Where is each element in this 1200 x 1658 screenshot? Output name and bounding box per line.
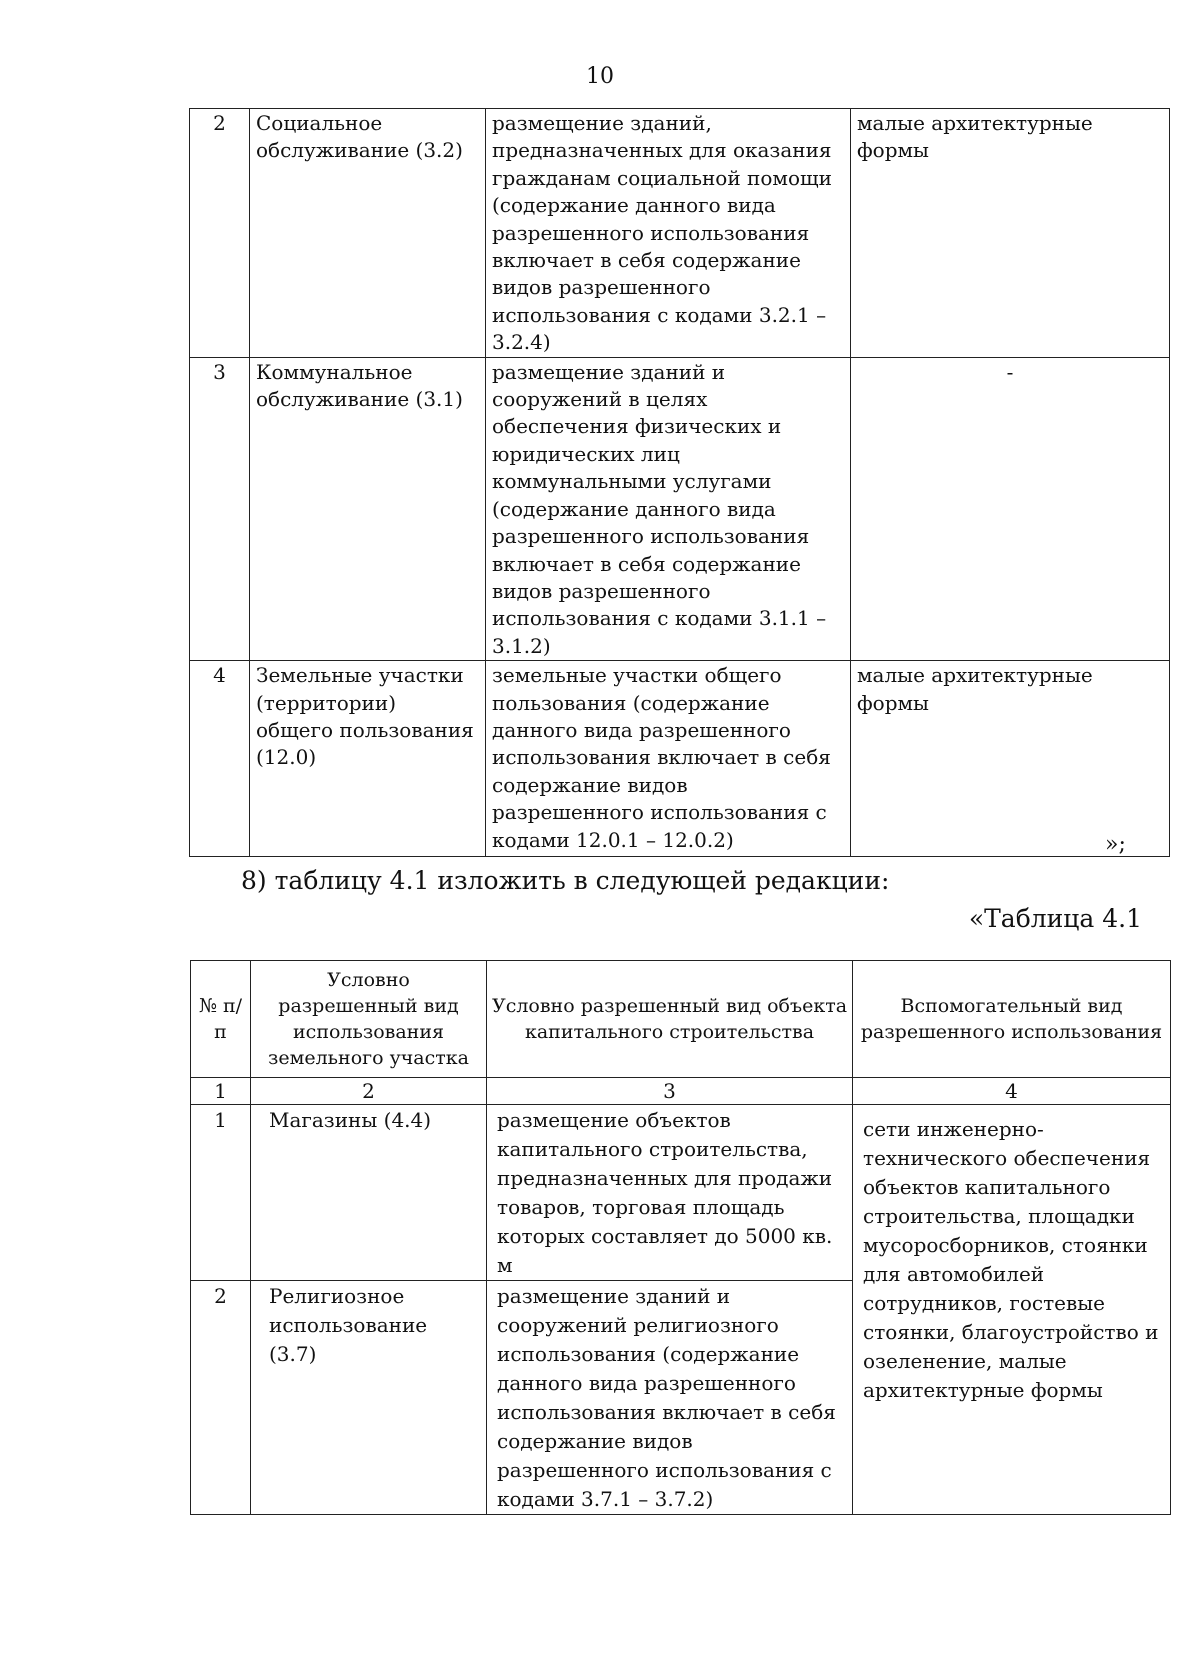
auxiliary-use: малые архитектурные формы bbox=[851, 661, 1170, 857]
row-number: 2 bbox=[190, 109, 250, 358]
column-number: 4 bbox=[853, 1078, 1171, 1105]
land-use-table-continuation bbox=[189, 108, 1170, 857]
table-row bbox=[190, 357, 1170, 660]
column-header: Условно разрешенный вид использования земельного участка bbox=[251, 961, 487, 1078]
land-use-type: Земельные участки (территории) общего пользования (12.0) bbox=[250, 661, 486, 857]
table-header-row bbox=[191, 961, 1171, 1078]
use-description: размещение зданий и сооружений религиозного использования (содержание данного вида разрешенного использования включает в себя содержание видов разрешенного использования с кодами 3.7.1 – 3.7.2) bbox=[487, 1281, 853, 1515]
table-caption: «Таблица 4.1 bbox=[968, 904, 1142, 933]
column-number: 2 bbox=[251, 1078, 487, 1105]
land-use-type: Социальное обслуживание (3.2) bbox=[250, 109, 486, 358]
table-row bbox=[191, 1105, 1171, 1281]
column-number-row bbox=[191, 1078, 1171, 1105]
table-row bbox=[190, 109, 1170, 358]
land-use-type: Религиозное использование (3.7) bbox=[251, 1281, 487, 1515]
use-description: размещение зданий и сооружений в целях обеспечения физических и юридических лиц коммунальными услугами (содержание данного вида разрешенного использования включает в себя содержание видов разрешенного использования с кодами 3.1.1 – 3.1.2) bbox=[486, 357, 851, 660]
row-number: 4 bbox=[190, 661, 250, 857]
use-description: земельные участки общего пользования (содержание данного вида разрешенного использования включает в себя содержание видов разрешенного использования с кодами 12.0.1 – 12.0.2) bbox=[486, 661, 851, 857]
land-use-type: Коммунальное обслуживание (3.1) bbox=[250, 357, 486, 660]
table-4-1 bbox=[190, 960, 1171, 1515]
row-number: 3 bbox=[190, 357, 250, 660]
table-row bbox=[190, 661, 1170, 857]
column-number: 3 bbox=[487, 1078, 853, 1105]
page-number: 10 bbox=[586, 64, 614, 89]
use-description: размещение зданий, предназначенных для оказания гражданам социальной помощи (содержание данного вида разрешенного использования включает в себя содержание видов разрешенного использования с кодами 3.2.1 – 3.2.4) bbox=[486, 109, 851, 358]
column-number: 1 bbox=[191, 1078, 251, 1105]
row-number: 1 bbox=[191, 1105, 251, 1281]
closing-quote: »; bbox=[1105, 832, 1126, 857]
row-number: 2 bbox=[191, 1281, 251, 1515]
land-use-type: Магазины (4.4) bbox=[251, 1105, 487, 1281]
auxiliary-use: малые архитектурные формы bbox=[851, 109, 1170, 358]
column-header: № п/п bbox=[191, 961, 251, 1078]
use-description: размещение объектов капитального строительства, предназначенных для продажи товаров, торговая площадь которых составляет до 5000 кв. м bbox=[487, 1105, 853, 1281]
amendment-instruction: 8) таблицу 4.1 изложить в следующей редакции: bbox=[241, 866, 890, 895]
auxiliary-use: - bbox=[851, 357, 1170, 660]
column-header: Условно разрешенный вид объекта капитального строительства bbox=[487, 961, 853, 1078]
auxiliary-use: сети инженерно-технического обеспечения объектов капитального строительства, площадки мусоросборников, стоянки для автомобилей сотрудников, гостевые стоянки, благоустройство и озеленение, малые архитектурные формы bbox=[853, 1105, 1171, 1515]
column-header: Вспомогательный вид разрешенного использования bbox=[853, 961, 1171, 1078]
